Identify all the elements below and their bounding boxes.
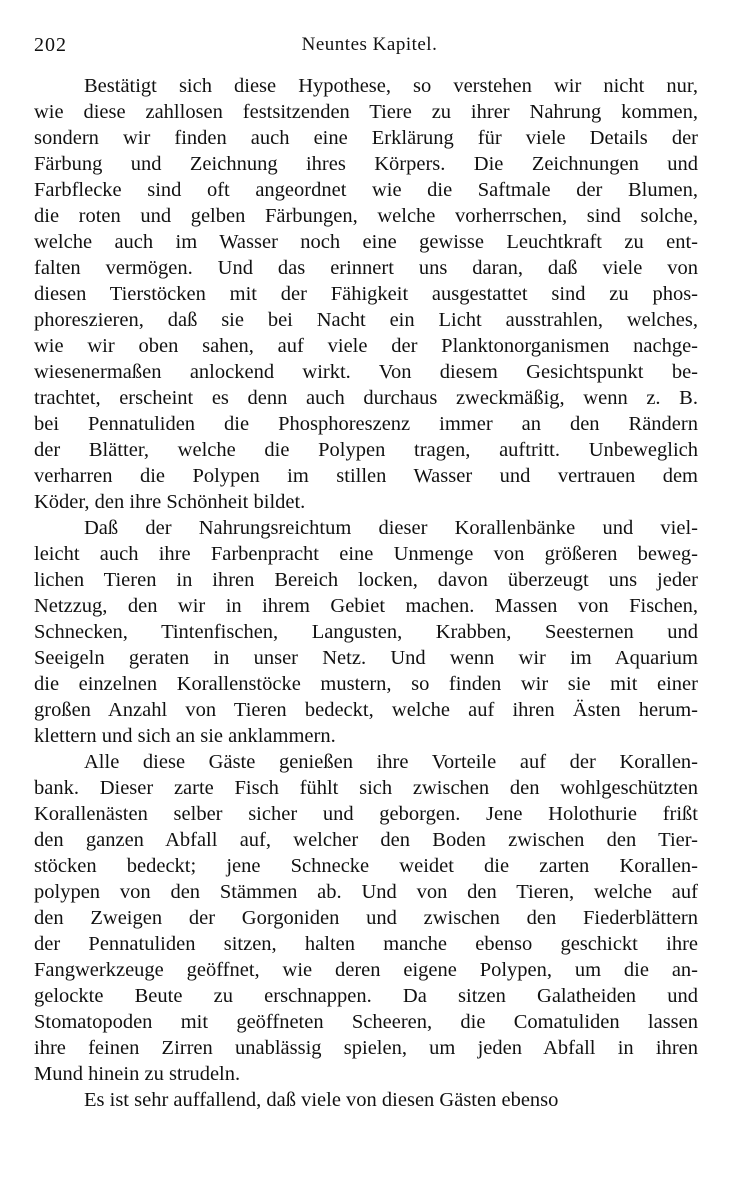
text-line: Köder, den ihre Schönheit bildet.	[34, 491, 306, 513]
text-line: Netzzug, den wir in ihrem Gebiet machen. Massen von Fischen,	[34, 595, 698, 617]
text-line: Färbung und Zeichnung ihres Körpers. Die Zeichnungen und	[34, 153, 698, 175]
page-header	[34, 34, 705, 62]
text-line: stöcken bedeckt; jene Schnecke weidet die zarten Korallen-	[34, 855, 698, 877]
text-line: bei Pennatuliden die Phosphoreszenz immer an den Rändern	[34, 413, 698, 435]
text-line: den Zweigen der Gorgoniden und zwischen den Fiederblättern	[34, 907, 698, 929]
text-line: wiesenermaßen anlockend wirkt. Von diesem Gesichtspunkt be-	[34, 361, 698, 383]
text-line: den ganzen Abfall auf, welcher den Boden zwischen den Tier-	[34, 829, 698, 851]
text-line: Schnecken, Tintenfischen, Langusten, Krabben, Seesternen und	[34, 621, 698, 643]
running-title: Neuntes Kapitel.	[301, 34, 438, 55]
text-line: Farbflecke sind oft angeordnet wie die Saftmale der Blumen,	[34, 179, 698, 201]
text-line: Korallenästen selber sicher und geborgen. Jene Holothurie frißt	[34, 803, 698, 825]
text-line: Stomatopoden mit geöffneten Scheeren, die Comatuliden lassen	[34, 1011, 698, 1033]
text-line: bank. Dieser zarte Fisch fühlt sich zwischen den wohlgeschützten	[34, 777, 698, 799]
text-line: Alle diese Gäste genießen ihre Vorteile auf der Korallen-	[84, 751, 698, 773]
text-line: großen Anzahl von Tieren bedeckt, welche auf ihren Ästen herum-	[34, 699, 698, 721]
text-line: wie wir oben sahen, auf viele der Planktonorganismen nachge-	[34, 335, 698, 357]
text-line: phoreszieren, daß sie bei Nacht ein Licht ausstrahlen, welches,	[34, 309, 698, 331]
text-line: klettern und sich an sie anklammern.	[34, 725, 336, 747]
text-line: die einzelnen Korallenstöcke mustern, so finden wir sie mit einer	[34, 673, 698, 695]
text-line: polypen von den Stämmen ab. Und von den Tieren, welche auf	[34, 881, 698, 903]
text-line: Es ist sehr auffallend, daß viele von diesen Gästen ebenso	[84, 1089, 559, 1111]
text-line: welche auch im Wasser noch eine gewisse Leuchtkraft zu ent-	[34, 231, 698, 253]
text-line: verharren die Polypen im stillen Wasser und vertrauen dem	[34, 465, 698, 487]
text-line: lichen Tieren in ihren Bereich locken, davon überzeugt uns jeder	[34, 569, 698, 591]
text-line: ihre feinen Zirren unablässig spielen, um jeden Abfall in ihren	[34, 1037, 698, 1059]
text-line: Mund hinein zu strudeln.	[34, 1063, 241, 1085]
text-line: Daß der Nahrungsreichtum dieser Korallenbänke und viel-	[84, 517, 698, 539]
text-line: leicht auch ihre Farbenpracht eine Unmenge von größeren beweg-	[34, 543, 698, 565]
text-line: die roten und gelben Färbungen, welche vorherrschen, sind solche,	[34, 205, 698, 227]
text-line: der Blätter, welche die Polypen tragen, auftritt. Unbeweglich	[34, 439, 698, 461]
text-line: Seeigeln geraten in unser Netz. Und wenn wir im Aquarium	[34, 647, 698, 669]
text-line: Fangwerkzeuge geöffnet, wie deren eigene Polypen, um die an-	[34, 959, 698, 981]
page-number: 202	[34, 34, 67, 56]
text-line: falten vermögen. Und das erinnert uns daran, daß viele von	[34, 257, 698, 279]
text-line: diesen Tierstöcken mit der Fähigkeit ausgestattet sind zu phos-	[34, 283, 698, 305]
text-line: wie diese zahllosen festsitzenden Tiere zu ihrer Nahrung kommen,	[34, 101, 698, 123]
text-line: Bestätigt sich diese Hypothese, so verstehen wir nicht nur,	[84, 75, 698, 97]
text-line: gelockte Beute zu erschnappen. Da sitzen Galatheiden und	[34, 985, 698, 1007]
text-line: sondern wir finden auch eine Erklärung für viele Details der	[34, 127, 698, 149]
text-line: trachtet, erscheint es denn auch durchaus zweckmäßig, wenn z. B.	[34, 387, 698, 409]
text-line: der Pennatuliden sitzen, halten manche ebenso geschickt ihre	[34, 933, 698, 955]
